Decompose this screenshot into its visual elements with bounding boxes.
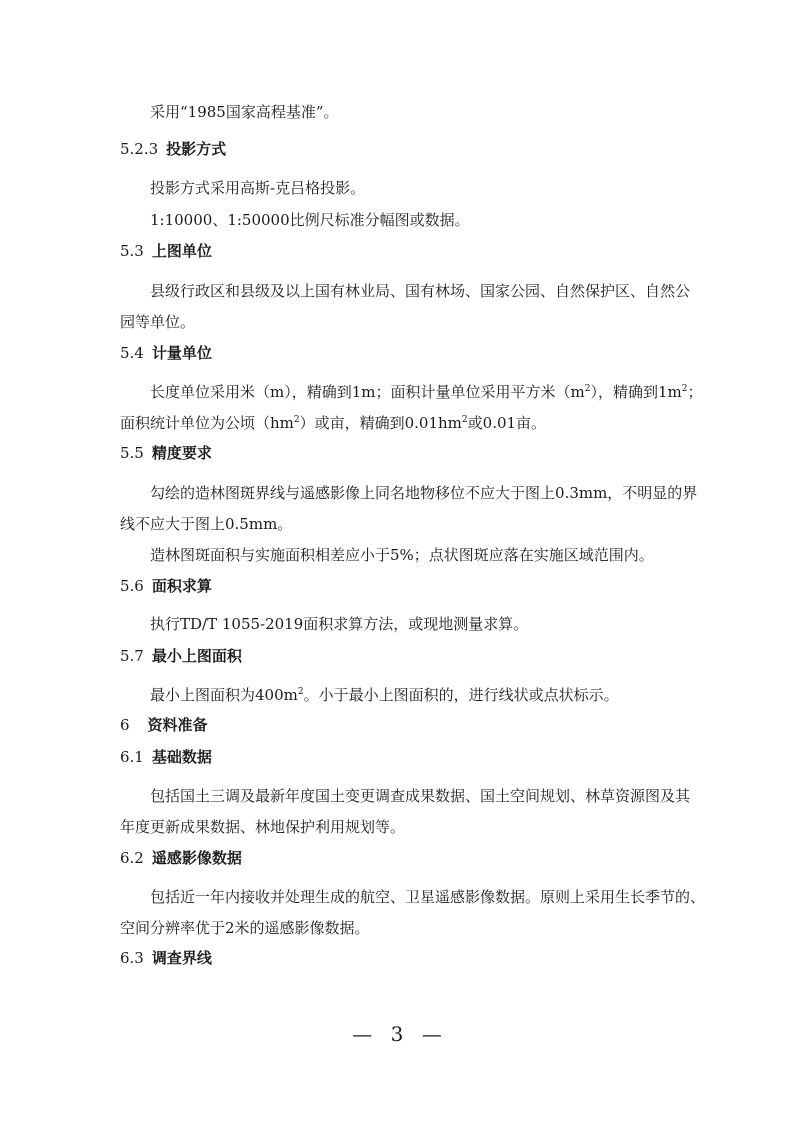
section-number: 6.2 <box>120 849 144 867</box>
section-title: 上图单位 <box>151 242 212 260</box>
paragraph-line: 园等单位。 <box>120 313 196 331</box>
text-run: ； <box>687 383 703 401</box>
text-run: 或0.01亩。 <box>467 414 547 432</box>
section-number: 5.6 <box>120 577 144 595</box>
section-heading-6-1 <box>120 747 212 767</box>
paragraph-line: 投影方式采用高斯-克吕格投影。 <box>150 179 366 197</box>
section-title: 投影方式 <box>166 140 227 158</box>
paragraph-line: 执行TD/T 1055-2019面积求算方法，或现地测量求算。 <box>150 615 529 633</box>
section-title: 面积求算 <box>151 577 212 595</box>
section-title: 基础数据 <box>151 748 212 766</box>
text-run: 长度单位采用米（m），精确到1m；面积计量单位采用平方米（m <box>150 383 585 401</box>
paragraph-line <box>150 382 702 402</box>
section-title: 遥感影像数据 <box>151 849 242 867</box>
paragraph-line: 采用“1985国家高程基准”。 <box>150 103 339 121</box>
paragraph-line: 线不应大于图上0.5mm。 <box>120 515 293 533</box>
superscript: 2 <box>293 415 300 425</box>
text-run: ），精确到1m <box>590 383 682 401</box>
section-number: 5.3 <box>120 242 144 260</box>
section-number: 5.5 <box>120 444 144 462</box>
section-heading-5-2-3 <box>120 139 226 159</box>
superscript: 2 <box>461 415 468 425</box>
section-title: 资料准备 <box>147 716 208 734</box>
paragraph-line: 年度更新成果数据、林地保护利用规划等。 <box>120 818 406 836</box>
paragraph-line: 县级行政区和县级及以上国有林业局、国有林场、国家公园、自然保护区、自然公 <box>150 282 691 300</box>
section-heading-5-5 <box>120 443 212 463</box>
section-heading-5-7 <box>120 646 242 666</box>
page-number: — 3 — <box>352 1022 448 1046</box>
section-title: 最小上图面积 <box>151 647 242 665</box>
section-number: 5.2.3 <box>120 140 159 158</box>
section-heading-6-2 <box>120 848 242 868</box>
section-number: 5.4 <box>120 344 144 362</box>
paragraph-line: 造林图斑面积与实施面积相差应小于5%；点状图斑应落在实施区域范围内。 <box>150 546 654 564</box>
text-run: 。小于最小上图面积的，进行线状或点状标示。 <box>303 686 619 704</box>
paragraph-line <box>120 413 546 433</box>
text-run: 最小上图面积为400m <box>150 686 298 704</box>
paragraph-line: 空间分辨率优于2米的遥感影像数据。 <box>120 919 370 937</box>
paragraph-line: 包括近一年内接收并处理生成的航空、卫星遥感影像数据。原则上采用生长季节的、 <box>150 888 706 906</box>
section-title: 调查界线 <box>151 949 212 967</box>
text-run: ）或亩，精确到0.01hm <box>299 414 462 432</box>
section-title: 计量单位 <box>151 344 212 362</box>
section-heading-5-3 <box>120 241 212 261</box>
section-number: 6 <box>120 716 130 734</box>
section-heading-6 <box>120 715 208 735</box>
section-heading-5-6 <box>120 576 212 596</box>
superscript: 2 <box>681 384 688 394</box>
paragraph-line: 勾绘的造林图斑界线与遥感影像上同名地物移位不应大于图上0.3mm，不明显的界 <box>150 484 698 502</box>
section-heading-6-3 <box>120 948 212 968</box>
superscript: 2 <box>297 687 304 697</box>
superscript: 2 <box>584 384 591 394</box>
section-title: 精度要求 <box>151 444 212 462</box>
section-heading-5-4 <box>120 343 212 363</box>
paragraph-line: 包括国土三调及最新年度国土变更调查成果数据、国土空间规划、林草资源图及其 <box>150 787 691 805</box>
section-number: 6.1 <box>120 748 144 766</box>
paragraph-line: 1:10000、1:50000比例尺标准分幅图或数据。 <box>150 211 470 229</box>
paragraph-line <box>150 685 619 705</box>
text-run: 面积统计单位为公顷（hm <box>120 414 294 432</box>
section-number: 5.7 <box>120 647 144 665</box>
section-number: 6.3 <box>120 949 144 967</box>
